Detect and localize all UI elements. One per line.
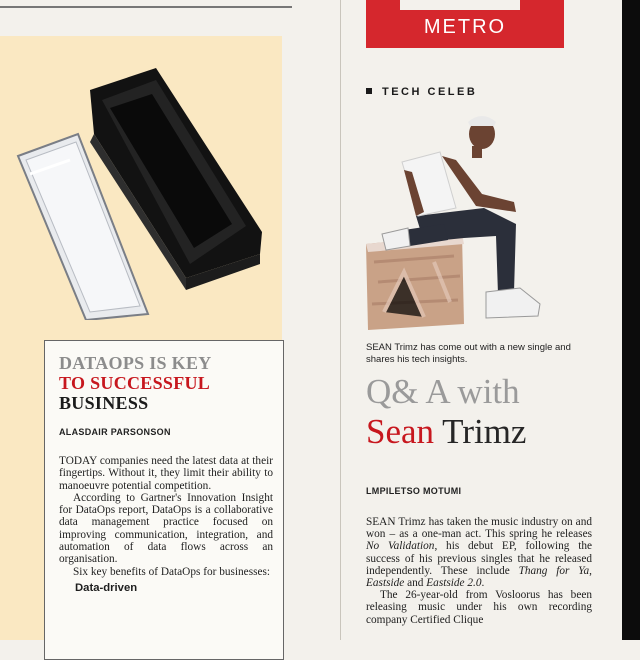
qa-title-last-name: Trimz <box>442 412 527 451</box>
headline-line-3: BUSINESS <box>59 393 149 413</box>
qa-p1-text-b: , his debut EP, following the success of his previous singles that he released independently. These include <box>366 540 593 577</box>
banner-logo-cutout <box>400 0 520 10</box>
qa-p1-text-e: . <box>481 577 485 590</box>
metro-label: METRO <box>423 16 507 38</box>
dataops-headline <box>59 353 273 413</box>
section-tag-label: TECH CELEB <box>382 86 478 98</box>
qa-title-line-1: Q& A with <box>366 372 520 411</box>
headline-line-1: DATAOPS IS KEY <box>59 353 212 373</box>
section-tag <box>366 86 477 98</box>
qa-paragraph-2: The 26-year-old from Vosloorus has been releasing music under his own recording company Certified Clique <box>366 589 592 626</box>
qa-p1-single-3: Eastside 2.0 <box>426 577 482 590</box>
qa-title-first-name: Sean <box>366 412 435 451</box>
qa-p1-text-a: SEAN Trimz has taken the music industry on and won – as a one-man act. This spring he releases <box>366 516 592 541</box>
qa-p1-single-2: Eastside <box>366 577 405 590</box>
dataops-article-box <box>44 340 284 660</box>
metro-banner <box>366 0 564 48</box>
page-gutter <box>340 0 341 640</box>
right-edge-border <box>622 0 640 640</box>
qa-body <box>366 516 592 626</box>
dataops-body <box>59 455 273 594</box>
qa-p1-single-1: Thang for Ya <box>518 564 590 577</box>
qa-byline: LMPILETSO MOTUMI <box>366 486 462 496</box>
dataops-paragraph-3: Six key benefits of DataOps for businesses: <box>73 565 271 578</box>
dataops-byline: ALASDAIR PARSONSON <box>59 427 171 437</box>
headline-line-2: TO SUCCESSFUL <box>59 373 211 393</box>
dataops-paragraph-1: TODAY companies need the latest data at their fingertips. Without it, they limit their ability to manoeuvre potential competition. <box>59 455 273 492</box>
speaker-product-image <box>10 64 272 320</box>
qa-p1-text-c: , <box>589 564 592 577</box>
artist-photo <box>364 112 564 334</box>
qa-title-line-2 <box>366 412 526 452</box>
photo-caption: SEAN Trimz has come out with a new single and shares his tech insights. <box>366 342 571 365</box>
qa-paragraph-1 <box>366 516 592 589</box>
square-bullet-icon <box>366 88 372 94</box>
left-page-top-rule <box>0 6 292 8</box>
qa-p1-ep-title: No Validation <box>366 540 435 553</box>
dataops-bullet-heading: Data-driven <box>75 581 138 594</box>
dataops-paragraph-2: According to Gartner's Innovation Insight for DataOps report, DataOps is a collaborative data management practice focused on improving communication, integration, and automation of data flows across an organisation. <box>59 491 273 566</box>
qa-title <box>366 372 526 452</box>
qa-p1-text-d: and <box>404 577 427 590</box>
